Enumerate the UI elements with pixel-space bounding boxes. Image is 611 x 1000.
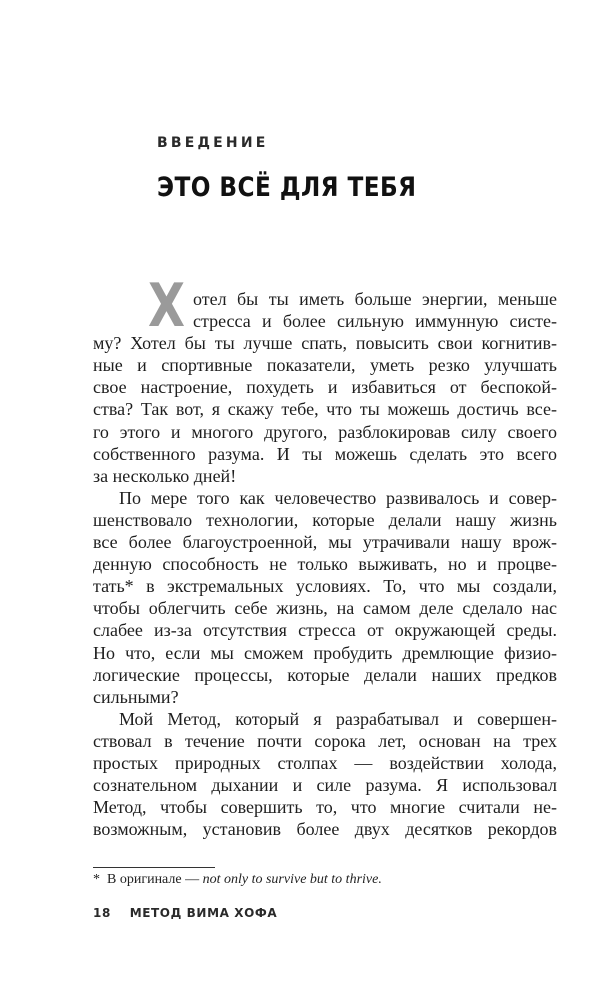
body-text	[93, 288, 557, 840]
text-line: му? Хотел бы ты лучше спать, повысить свои когнитив-	[93, 333, 557, 354]
text-line: сильными?	[93, 686, 179, 707]
text-line: шенствовало технологии, которые делали нашу жизнь	[93, 509, 557, 530]
text-line: ные и спортивные показатели, уметь резко улучшать	[93, 355, 557, 376]
text-line: чтобы облегчить себе жизнь, на самом деле сделало нас	[93, 598, 557, 619]
text-line: Метод, чтобы совершить то, что многие считали не-	[93, 797, 557, 818]
footnote-marker: *	[93, 872, 100, 887]
text-line: простых природных столпах — воздействии холода,	[93, 752, 557, 773]
text-line: тать* в экстремальных условиях. То, что мы создали,	[93, 576, 557, 597]
text-line: за несколько дней!	[93, 465, 237, 486]
footnote-text: В оригинале —	[107, 872, 200, 887]
footnote	[93, 872, 382, 888]
text-line: го этого и многого другого, разблокировав силу своего	[93, 421, 557, 442]
text-line: денную способность не только выживать, но и процве-	[93, 554, 557, 575]
footnote-original: not only to survive but to thrive.	[202, 872, 382, 887]
footnote-divider	[93, 867, 215, 868]
running-title: МЕТОД ВИМА ХОФА	[129, 906, 278, 920]
text-line: свое настроение, похудеть и избавиться от беспокой-	[93, 377, 557, 398]
text-line: все более благоустроенной, мы утрачивали нашу врож-	[93, 532, 557, 553]
text-line: возможным, установив более двух десятков рекордов	[93, 819, 557, 840]
text-line: логические процессы, которые делали наших предков	[93, 664, 557, 685]
text-line: Но что, если мы сможем пробудить дремлющие физио-	[93, 642, 557, 663]
text-line: ствовал в течение почти сорока лет, основан на трех	[93, 730, 557, 751]
chapter-kicker: ВВЕДЕНИЕ	[157, 135, 269, 151]
text-line: Мой Метод, который я разрабатывал и совершен-	[119, 708, 557, 729]
page-number: 18	[93, 906, 111, 920]
chapter-title: ЭТО ВСЁ ДЛЯ ТЕБЯ	[157, 172, 417, 203]
text-line: По мере того как человечество развивалось и совер-	[119, 487, 557, 508]
text-line: ства? Так вот, я скажу тебе, что ты можешь достичь все-	[93, 399, 557, 420]
text-line: сознательном дыхании и силе разума. Я использовал	[93, 775, 557, 796]
running-footer	[93, 906, 277, 920]
text-line: слабее из-за отсутствия стресса от окружающей среды.	[93, 620, 557, 641]
text-line: стресса и более сильную иммунную систе-	[193, 311, 557, 332]
text-line: отел бы ты иметь больше энергии, меньше	[193, 289, 557, 309]
text-line: собственного разума. И ты можешь сделать это всего	[93, 443, 557, 464]
drop-cap: Х	[148, 271, 186, 341]
